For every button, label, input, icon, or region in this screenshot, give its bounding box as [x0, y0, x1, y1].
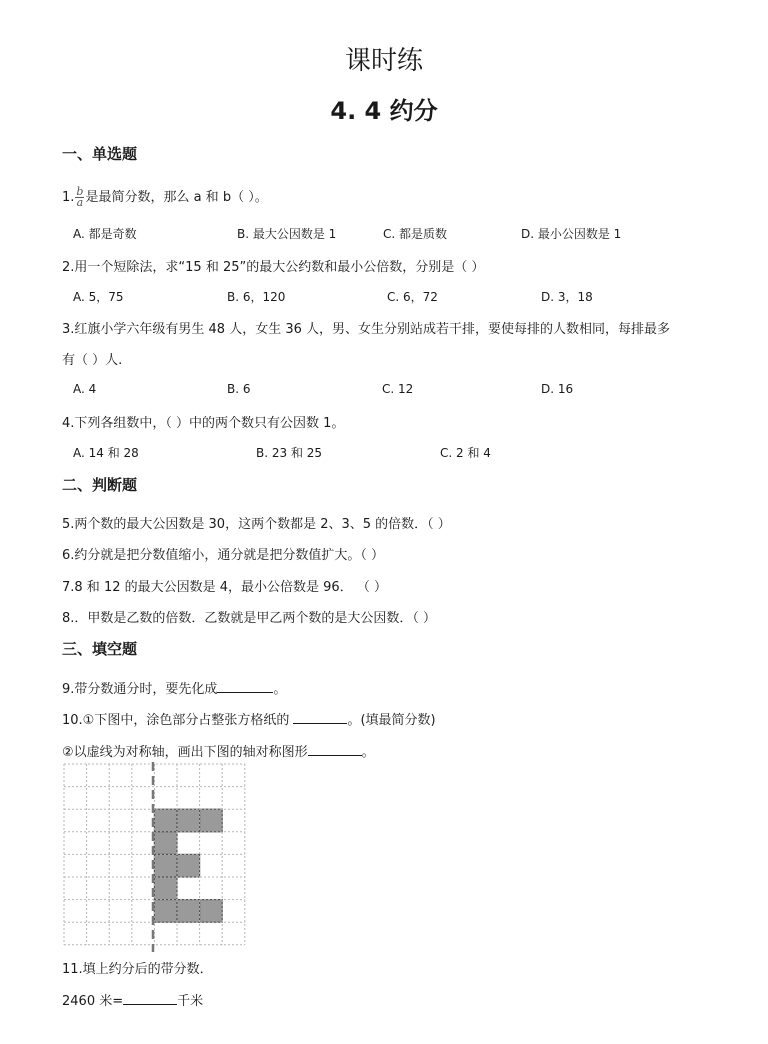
- question-10-part-2-end: 。: [361, 745, 375, 760]
- shaded-cell: [154, 854, 177, 877]
- fraction-numerator: b: [76, 185, 84, 198]
- question-1-prefix: 1.: [62, 190, 75, 205]
- section-heading-true-false: 二、判断题: [62, 476, 138, 494]
- q1-option-b: B. 最大公因数是 1: [237, 227, 337, 241]
- grid-figure: [62, 762, 248, 952]
- question-11: 11.填上约分后的带分数．: [62, 962, 213, 977]
- question-9-end: 。: [273, 682, 287, 697]
- q2-option-a: A. 5，75: [73, 290, 124, 304]
- shaded-cell: [177, 854, 200, 877]
- question-11-answer-prefix: 2460 米=: [62, 994, 124, 1009]
- answer-blank[interactable]: [217, 680, 273, 693]
- answer-blank[interactable]: [308, 743, 362, 756]
- question-4: 4.下列各组数中，（ ）中的两个数只有公因数 1。: [62, 416, 345, 431]
- question-11-answer: [62, 990, 203, 1009]
- q4-option-b: B. 23 和 25: [256, 446, 323, 460]
- q3-option-b: B. 6: [227, 382, 251, 396]
- shaded-cell: [154, 832, 177, 855]
- question-6: 6.约分就是把分数值缩小，通分就是把分数值扩大。（ ）: [62, 548, 385, 563]
- section-heading-fill-blank: 三、填空题: [62, 640, 138, 658]
- question-1: [62, 186, 268, 208]
- q2-option-d: D. 3，18: [541, 290, 593, 304]
- shaded-cell: [154, 877, 177, 900]
- question-10-part-2-text: ②以虚线为对称轴，画出下图的轴对称图形: [62, 745, 308, 760]
- q1-option-a: A. 都是奇数: [73, 227, 137, 241]
- fraction-denominator: a: [76, 196, 84, 209]
- question-10-part-1-text: 10.①下图中，涂色部分占整张方格纸的: [62, 713, 294, 728]
- question-10-part-1-end: 。(填最简分数): [347, 713, 436, 728]
- page-subtitle: 4. 4 约分: [330, 97, 438, 125]
- question-2: 2.用一个短除法，求“15 和 25”的最大公约数和最小公倍数，分别是（ ）: [62, 260, 485, 275]
- q4-option-a: A. 14 和 28: [73, 446, 139, 460]
- page-title: 课时练: [344, 46, 423, 76]
- q1-option-c: C. 都是质数: [383, 227, 448, 241]
- section-heading-single-choice: 一、单选题: [62, 145, 138, 163]
- question-1-text: 是最简分数，那么 a 和 b（ ）。: [85, 190, 268, 205]
- answer-blank[interactable]: [293, 711, 347, 724]
- question-3-line-2: 有（ ）人.: [62, 353, 123, 368]
- q3-option-d: D. 16: [541, 382, 574, 396]
- question-5: 5.两个数的最大公因数是 30，这两个数都是 2、3、5 的倍数．（ ）: [62, 517, 451, 532]
- q2-option-b: B. 6，120: [227, 290, 286, 304]
- question-9-text: 9.带分数通分时，要先化成: [62, 682, 218, 697]
- question-9: [62, 678, 286, 697]
- question-3-line-1: 3.红旗小学六年级有男生 48 人，女生 36 人，男、女生分别站成若干排，要使每排的人数相同，每排最多: [62, 322, 671, 337]
- shaded-cell: [154, 900, 177, 923]
- shaded-cell: [154, 809, 177, 832]
- q3-option-a: A. 4: [73, 382, 97, 396]
- question-8: 8.．甲数是乙数的倍数．乙数就是甲乙两个数的是大公因数．（ ）: [62, 611, 437, 626]
- q3-option-c: C. 12: [382, 382, 414, 396]
- shaded-cell: [177, 900, 200, 923]
- question-7: 7.8 和 12 的最大公因数是 4，最小公倍数是 96． （ ）: [62, 580, 387, 595]
- shaded-cell: [200, 900, 223, 923]
- q1-option-d: D. 最小公因数是 1: [521, 227, 622, 241]
- question-11-answer-suffix: 千米: [177, 994, 204, 1009]
- q2-option-c: C. 6，72: [387, 290, 438, 304]
- q4-option-c: C. 2 和 4: [440, 446, 491, 460]
- shaded-cell: [200, 809, 223, 832]
- question-10-part-2: [62, 741, 375, 760]
- shaded-cells: [154, 809, 222, 922]
- question-10-part-1: [62, 709, 436, 728]
- answer-blank[interactable]: [123, 992, 177, 1005]
- shaded-cell: [177, 809, 200, 832]
- fraction-b-over-a: [75, 187, 84, 208]
